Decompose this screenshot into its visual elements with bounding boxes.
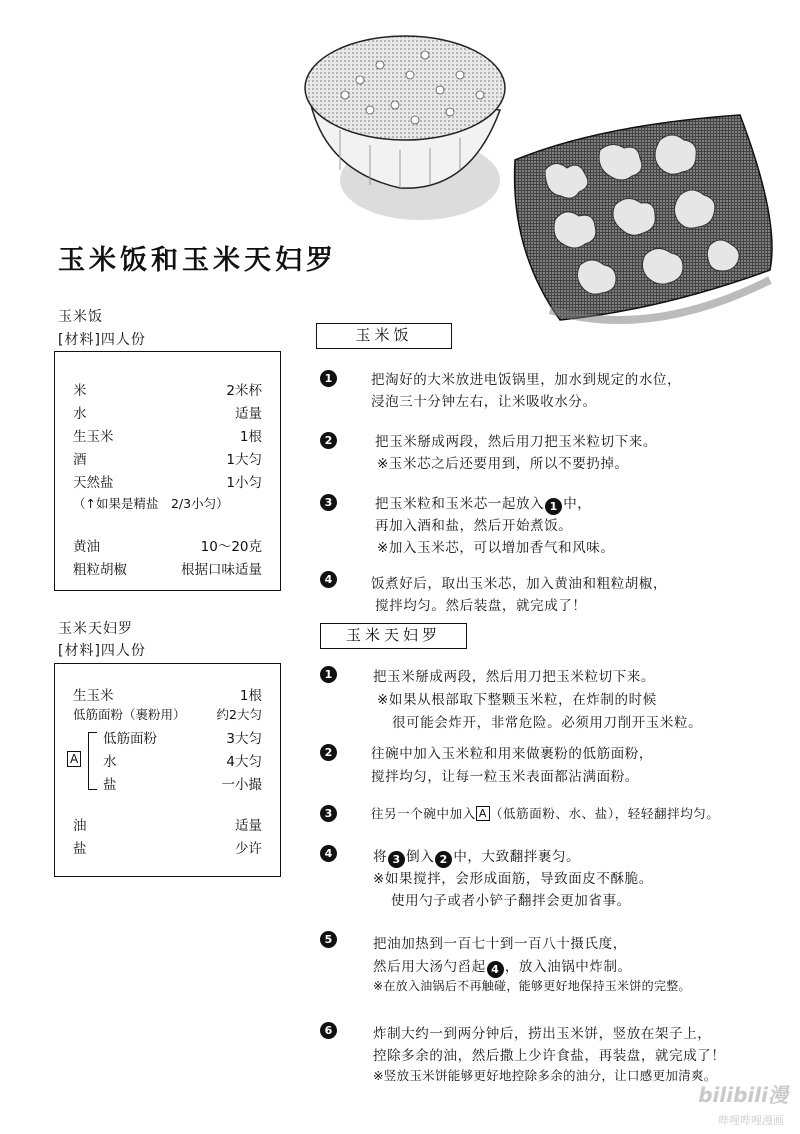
ingredient-amount: 4大匀 — [226, 754, 262, 770]
ingredient-name: 生玉米 — [73, 429, 114, 445]
step-number: 2 — [320, 744, 337, 761]
step-text-part: 中， — [563, 496, 592, 512]
ingredient-amount: 10～20克 — [200, 539, 262, 555]
ingredient-amount: 1根 — [239, 688, 262, 704]
step-text: 浸泡三十分钟左右，让米吸收水分。 — [371, 394, 597, 410]
corn-tempura-steps-header: 玉米天妇罗 — [320, 623, 467, 649]
corn-rice-name: 玉米饭 — [58, 309, 103, 325]
step-number: 2 — [320, 432, 337, 449]
ingredient-amount: 1大匀 — [226, 452, 262, 468]
step-text: ※在放入油锅后不再触碰，能够更好地保持玉米饼的完整。 — [373, 979, 691, 993]
step-ref-number: 1 — [545, 498, 562, 515]
step-text-part: 将 — [373, 849, 388, 865]
step-text-part: 把玉米粒和玉米芯一起放入 — [375, 496, 545, 512]
step-text: 把玉米掰成两段，然后用刀把玉米粒切下来。 — [375, 434, 657, 450]
step-text: 搅拌均匀。然后装盘，就完成了！ — [375, 598, 587, 614]
step-text: 把玉米掰成两段，然后用刀把玉米粒切下来。 — [373, 669, 655, 685]
step-number: 4 — [320, 571, 337, 588]
corn-rice-steps-header: 玉米饭 — [316, 323, 452, 349]
step-ref-number: 3 — [388, 851, 405, 868]
step-text-part: （低筋面粉、水、盐），轻轻翻拌均匀。 — [489, 806, 720, 821]
step-text-part: 然后用大汤勺舀起 — [373, 959, 486, 975]
watermark-text: 哔哩哔哩漫画 — [718, 1114, 784, 1127]
ingredient-amount: 1小匀 — [226, 475, 262, 491]
corn-rice-serving: [材料]四人份 — [58, 332, 146, 348]
ingredient-name: 生玉米 — [73, 688, 114, 704]
ingredient-amount: 1根 — [239, 429, 262, 445]
ingredient-note: （↑如果是精盐 2/3小匀） — [73, 496, 229, 511]
ingredient-amount: 根据口味适量 — [181, 562, 262, 578]
page-title: 玉米饭和玉米天妇罗 — [58, 245, 337, 276]
step-text: ※竖放玉米饼能够更好地控除多余的油分，让口感更加清爽。 — [373, 1068, 717, 1083]
ingredient-name: 水 — [103, 754, 117, 770]
step-text — [373, 845, 580, 868]
ingredient-name: 低筋面粉 — [103, 731, 157, 747]
corn-tempura-serving: [材料]四人份 — [58, 643, 146, 659]
ingredient-name: 黄油 — [73, 539, 100, 555]
step-text-part: 中，大致翻拌裹匀。 — [453, 849, 581, 865]
ingredient-name: 油 — [73, 818, 87, 834]
corn-rice — [305, 36, 505, 140]
step-number: 6 — [320, 1022, 337, 1039]
ingredient-name: 低筋面粉（裹粉用） — [73, 707, 186, 722]
step-number: 3 — [320, 494, 337, 511]
step-text: ※加入玉米芯，可以增加香气和风味。 — [377, 540, 615, 556]
step-number: 1 — [320, 666, 337, 683]
ingredient-name: 酒 — [73, 452, 87, 468]
group-a-label: A — [67, 751, 81, 767]
step-text: ※如果从根部取下整颗玉米粒，在炸制的时候 — [377, 692, 657, 708]
ingredient-name: 天然盐 — [73, 475, 114, 491]
ingredient-amount: 3大匀 — [226, 731, 262, 747]
ingredient-name: 水 — [73, 406, 87, 422]
step-text — [371, 804, 720, 822]
step-number: 4 — [320, 845, 337, 862]
group-a-ref: A — [476, 806, 490, 821]
step-text — [375, 492, 591, 515]
step-number: 5 — [320, 931, 337, 948]
step-text — [373, 955, 632, 978]
ingredient-name: 粗粒胡椒 — [73, 562, 127, 578]
step-ref-number: 4 — [487, 961, 504, 978]
step-number: 3 — [320, 805, 337, 822]
ingredient-amount: 适量 — [235, 406, 262, 422]
step-text: 饭煮好后，取出玉米芯，加入黄油和粗粒胡椒， — [371, 576, 668, 592]
step-text: 炸制大约一到两分钟后，捞出玉米饼，竖放在架子上， — [373, 1026, 712, 1042]
corn-tempura-ingredient-box — [54, 663, 281, 877]
ingredient-amount: 约2大匀 — [216, 707, 262, 722]
step-text: 往碗中加入玉米粒和用来做裹粉的低筋面粉， — [371, 746, 653, 762]
group-a-bracket — [88, 732, 97, 790]
step-text-part: 往另一个碗中加入 — [371, 806, 476, 821]
step-text: 把油加热到一百七十到一百八十摄氏度， — [373, 936, 627, 952]
step-ref-number: 2 — [435, 851, 452, 868]
ingredient-amount: 一小撮 — [221, 777, 262, 793]
ingredient-amount: 少许 — [235, 841, 262, 857]
step-text: 搅拌均匀，让每一粒玉米表面都沾满面粉。 — [371, 769, 639, 785]
step-text: 把淘好的大米放进电饭锅里，加水到规定的水位， — [371, 372, 682, 388]
food-illustration — [300, 20, 790, 350]
ingredient-name: 米 — [73, 383, 87, 399]
ingredient-amount: 适量 — [235, 818, 262, 834]
step-text: ※如果搅拌，会形成面筋，导致面皮不酥脆。 — [373, 871, 653, 887]
corn-tempura-name: 玉米天妇罗 — [58, 621, 133, 637]
step-text: 再加入酒和盐，然后开始煮饭。 — [375, 518, 573, 534]
step-text: 很可能会炸开，非常危险。必须用刀削开玉米粒。 — [392, 715, 703, 731]
step-text: ※玉米芯之后还要用到，所以不要扔掉。 — [377, 456, 629, 472]
ingredient-name: 盐 — [73, 841, 87, 857]
corn-rice-ingredient-box — [54, 351, 281, 591]
ingredient-amount: 2米杯 — [226, 383, 262, 399]
step-text: 控除多余的油，然后撒上少许食盐，再装盘，就完成了！ — [373, 1048, 726, 1064]
step-number: 1 — [320, 370, 337, 387]
watermark-logo: bilibili漫 — [698, 1083, 788, 1107]
ingredient-name: 盐 — [103, 777, 117, 793]
step-text: 使用勺子或者小铲子翻拌会更加省事。 — [391, 893, 631, 909]
step-text-part: ，放入油锅中炸制。 — [504, 959, 632, 975]
step-text-part: 倒入 — [406, 849, 435, 865]
